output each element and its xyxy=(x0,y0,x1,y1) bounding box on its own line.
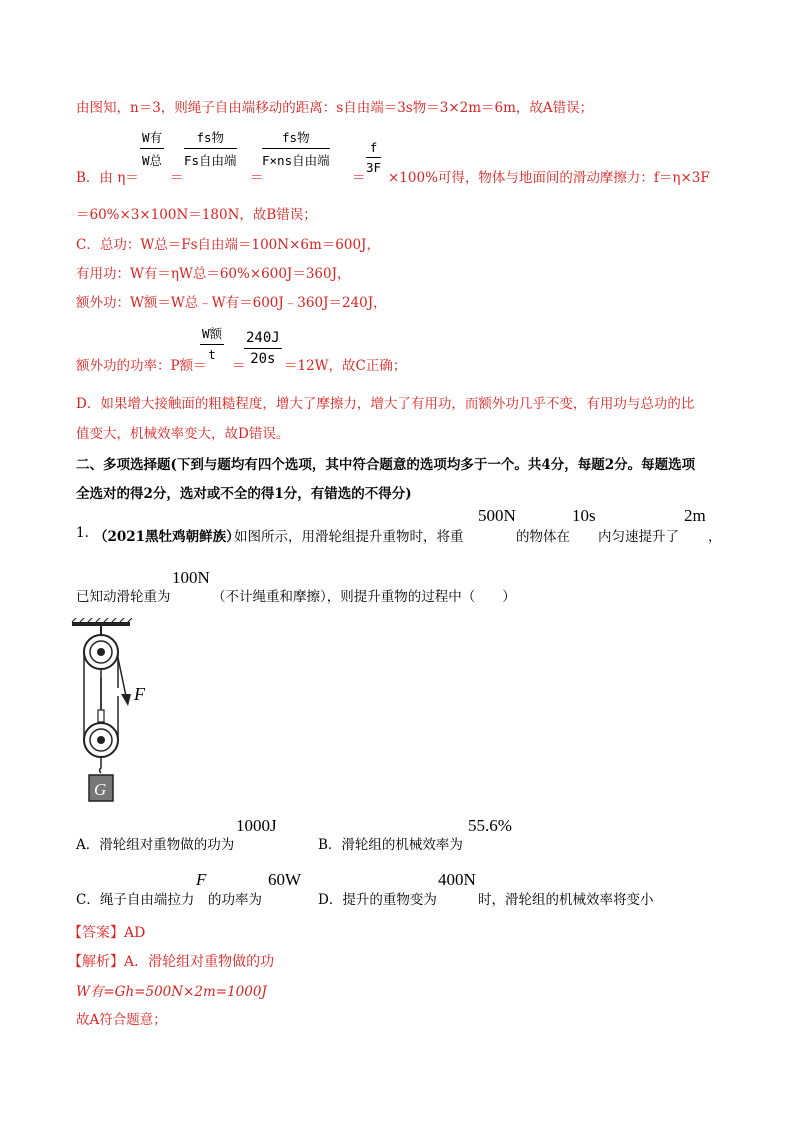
value-500n: 500N xyxy=(478,506,516,525)
option-b-value: 55.6% xyxy=(468,816,512,835)
section-heading-line1: 二、多项选择题(下到与题均有四个选项，其中符合题意的选项均多于一个。共4分，每题2分。每题选项 xyxy=(76,457,696,473)
force-arrow-icon xyxy=(121,694,131,706)
fraction-numerator: f xyxy=(366,140,381,158)
solution-line-c1: C．总功：W总＝Fs自由端＝100N×6m＝600J， xyxy=(76,237,380,253)
solution-line-p-suffix: ＝12W，故C正确； xyxy=(284,358,407,374)
force-label: F xyxy=(134,684,145,704)
option-d-text2: 时，滑轮组的机械效率将变小 xyxy=(478,892,654,908)
solution-line-c3: 额外功：W额＝W总﹣W有＝600J﹣360J＝240J， xyxy=(76,295,387,311)
solution-line-d1: D．如果增大接触面的粗糙程度，增大了摩擦力，增大了有用功，而额外功几乎不变，有用功与总功的比 xyxy=(76,396,695,412)
pulley-system-figure xyxy=(68,618,168,808)
weight-label: G xyxy=(94,780,107,799)
section-heading-line2: 全选对的得2分，选对或不全的得1分，有错选的不得分) xyxy=(76,486,412,502)
value-10s: 10s xyxy=(572,506,596,525)
option-c-text2: 的功率为 xyxy=(208,892,262,908)
fraction-numerator: W额 xyxy=(200,324,224,345)
option-d-value: 400N xyxy=(438,870,476,889)
fixed-pulley-axle xyxy=(97,648,105,656)
fraction-240j-over-20s xyxy=(244,330,282,367)
question-text-3: 内匀速提升了 xyxy=(598,529,679,545)
solution-line-b2: ＝60%×3×100N＝180N，故B错误； xyxy=(76,207,317,223)
equals-sign: ＝ xyxy=(170,170,184,186)
value-100n: 100N xyxy=(172,568,210,587)
fraction-fs-over-fs-free xyxy=(184,128,237,169)
solution-line-b-suffix: ×100%可得，物体与地面间的滑动摩擦力：f＝η×3F xyxy=(388,170,710,186)
fraction-f-over-3f xyxy=(366,140,381,175)
option-c-var: F xyxy=(196,870,207,889)
analysis-formula: W有=Gh=500N×2m=1000J xyxy=(76,984,267,1000)
answer-label: 【答案】AD xyxy=(68,925,146,941)
equals-sign: ＝ xyxy=(352,170,366,186)
fraction-denominator: 3F xyxy=(366,160,382,175)
pulley-bracket xyxy=(98,710,104,722)
equals-sign: ＝ xyxy=(232,358,246,374)
equals-sign: ＝ xyxy=(250,170,264,186)
solution-line-d2: 值变大，机械效率变大，故D错误。 xyxy=(76,426,290,442)
solution-line-a: 由图知，n＝3，则绳子自由端移动的距离：s自由端＝3s物＝3×2m＝6m，故A错误； xyxy=(76,100,594,116)
analysis-label: 【解析】A．滑轮组对重物做的功 xyxy=(68,954,275,970)
option-a-value: 1000J xyxy=(236,816,277,835)
question-text-2: 的物体在 xyxy=(516,529,570,545)
fraction-denominator: 20s xyxy=(250,351,276,367)
option-a-text: A．滑轮组对重物做的功为 xyxy=(76,837,235,853)
question-text-6: （不计绳重和摩擦），则提升重物的过程中（ ） xyxy=(212,589,516,605)
movable-pulley-axle xyxy=(97,736,105,744)
value-2m: 2m xyxy=(684,506,706,525)
fraction-numerator: W有 xyxy=(140,128,164,149)
question-text-5: 已知动滑轮重为 xyxy=(76,589,171,605)
option-c-value: 60W xyxy=(268,870,302,889)
fraction-numerator: fs物 xyxy=(262,128,330,149)
option-b-text: B．滑轮组的机械效率为 xyxy=(318,837,463,853)
fraction-denominator: W总 xyxy=(142,153,163,168)
fraction-denominator: t xyxy=(208,347,216,362)
pull-rope xyxy=(118,658,126,696)
fraction-w-useful-over-total xyxy=(140,128,164,169)
question-text-4: ， xyxy=(708,529,722,545)
analysis-conclusion: 故A符合题意； xyxy=(76,1012,167,1028)
ceiling-hatch xyxy=(72,618,132,622)
fraction-numerator: 240J xyxy=(244,330,282,349)
solution-line-b-prefix: B．由 η＝ xyxy=(76,170,139,186)
question-number: 1. xyxy=(76,525,89,541)
option-d-text: D．提升的重物变为 xyxy=(318,892,437,908)
fraction-denominator: Fs自由端 xyxy=(184,153,237,168)
solution-line-c2: 有用功：W有＝ηW总＝60%×600J＝360J， xyxy=(76,266,351,282)
fraction-denominator: F×ns自由端 xyxy=(262,153,330,168)
weight-hook xyxy=(100,757,102,773)
fraction-numerator: fs物 xyxy=(184,128,237,149)
solution-line-p-prefix: 额外功的功率：P额＝ xyxy=(76,358,207,374)
ceiling-bar xyxy=(72,622,130,626)
question-source: （2021黑牡鸡朝鲜族） xyxy=(94,529,240,545)
fraction-fs-over-fns xyxy=(262,128,330,169)
option-c-text: C．绳子自由端拉力 xyxy=(76,892,195,908)
question-text-1: 如图所示，用滑轮组提升重物时，将重 xyxy=(234,529,464,545)
